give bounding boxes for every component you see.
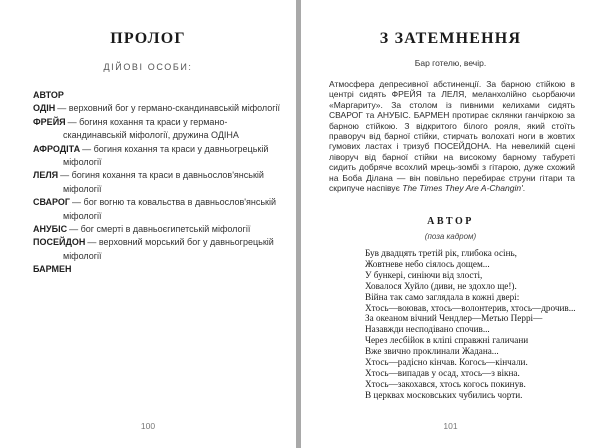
scene-caption: Бар готелю, вечір. [414, 58, 487, 68]
cast-item [33, 89, 281, 102]
verse-line: Війна так само заглядала в кожні двері: [365, 291, 520, 302]
cast-character-description: — богиня кохання та краси у германо-скандинавській міфології, дружина ОДІНА [63, 116, 239, 141]
verse-line: Хтось—закохався, хтось когось покинув. [365, 378, 526, 389]
cast-character-description: — бог вогню та ковальства в давньослов'янській міфології [63, 197, 277, 221]
cast-item [33, 143, 281, 170]
verse-line: Хтось—випадав у осад, хтось—з вікна. [365, 367, 520, 378]
cast-item [33, 102, 281, 115]
stage-direction-text: Атмосфера депресивної абстиненції. За барною стійкою в центрі сидять ФРЕЙЯ та ЛЕЛЯ, меланхолійно сьорбаючи «Маргариту». За столом із пивними келихами сидять СВАРОГ та АНУБІС. БАРМЕН протирає склянки ганчіркою за барною стійкою. З відкритого білого рояля, який стоїть праворуч від барної стійки, стирчать волохаті ноги в жовтих гумових ластах і тризуб ПОСЕЙДОНА. На невеликій сцені ліворуч від барної стійки на високому барному табуреті сидить добряче всохлий мрець-зомбі з гітарою, дуже схожий на Боба Ділана — він повільно перебирає струни гітари та скрипуче наспівує [329, 79, 575, 194]
cast-item [33, 263, 281, 276]
speaker-note: (поза кадром) [424, 232, 477, 241]
left-page [0, 0, 296, 448]
left-page-number: 100 [140, 421, 156, 431]
verse-line: За океаном вічний Чендлер—Метью Перрі— [365, 313, 543, 324]
cast-item [33, 223, 281, 236]
left-page-title: ПРОЛОГ [110, 30, 186, 47]
verse-line: Назавжди несподівано спочив... [365, 324, 490, 335]
verse-line: У бункері, синіючи від злості, [365, 269, 483, 280]
verse-line: Хтось—воював, хтось—волонтерив, хтось—дрочив... [365, 302, 576, 313]
cast-character-description: — богиня кохання та краси у давньогрецькій міфології [63, 143, 269, 168]
cast-list [33, 89, 281, 277]
right-page [301, 0, 600, 448]
cast-character-name: ОДІН [33, 103, 56, 114]
verse-line: Жовтневе небо сіялось дощем... [365, 258, 490, 269]
verse-line: Через лесбійок в кліпі справжні галичани [365, 335, 529, 346]
speaker-heading: АВТОР [427, 216, 474, 227]
cast-character-name: СВАРОГ [33, 197, 71, 208]
verse-line: Вже звично проклинали Жадана... [365, 346, 499, 357]
verse-line: Був двадцять третій рік, глибока осінь, [365, 248, 517, 258]
cast-character-name: БАРМЕН [33, 264, 72, 275]
right-page-title: З ЗАТЕМНЕННЯ [379, 30, 522, 47]
verse-line: В церквах московських чубились чорти. [365, 389, 523, 400]
cast-character-description: — богиня кохання та краси в давньослов'янській міфології [60, 170, 264, 194]
cast-character-description: — бог смерті в давньоєгипетській міфології [69, 224, 251, 235]
cast-character-description: — верховний морський бог у давньогрецькій міфології [63, 237, 274, 261]
song-title: The Times They Are A-Changin' [402, 183, 523, 194]
stage-direction-paragraph [329, 79, 575, 193]
cast-character-name: ЛЕЛЯ [33, 170, 59, 181]
cast-item [33, 236, 281, 263]
verse-block [365, 248, 594, 401]
cast-item [33, 116, 281, 143]
stage-direction-text-end: . [522, 183, 526, 194]
cast-item [33, 169, 281, 196]
right-page-number: 101 [443, 421, 458, 431]
cast-character-description: — верховний бог у германо-скандинавській міфології [57, 103, 281, 114]
cast-subtitle: ДІЙОВІ ОСОБИ: [103, 62, 193, 72]
cast-character-name: ФРЕЙЯ [33, 116, 66, 127]
cast-character-name: ПОСЕЙДОН [33, 237, 86, 248]
verse-line: Хтось—радісно кінчав. Когось—кінчали. [365, 357, 528, 368]
cast-character-name: АФРОДІТА [33, 143, 81, 154]
cast-item [33, 196, 281, 223]
cast-character-name: АНУБІС [33, 224, 68, 235]
verse-line: Ховалося Хуйло (диви, не здохло ще!). [365, 280, 517, 291]
cast-character-name: АВТОР [33, 90, 64, 100]
